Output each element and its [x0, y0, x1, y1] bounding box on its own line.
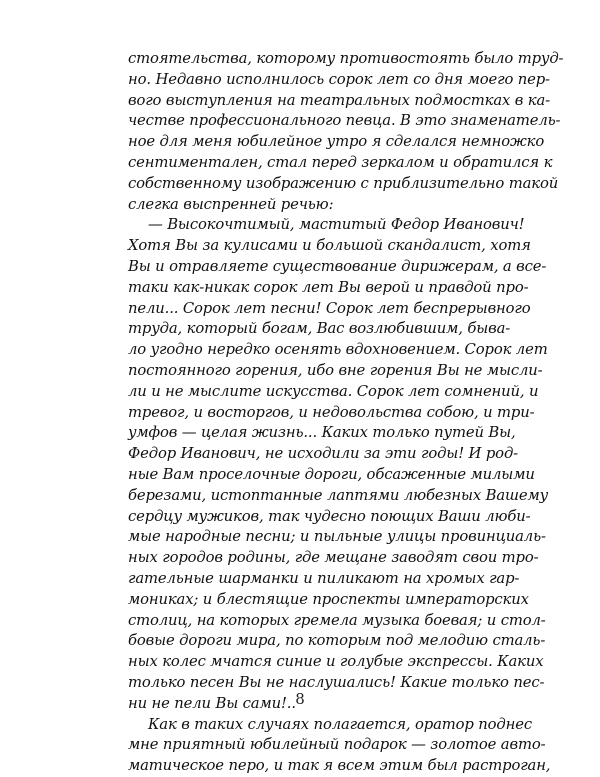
text-line: Хотя Вы за кулисами и большой скандалист, хотя — [128, 237, 531, 255]
text-line: мониках; и блестящие проспекты императорских — [128, 590, 529, 608]
text-line: ное для меня юбилейное утро я сделался немножко — [128, 133, 545, 151]
text-line: вого выступления на театральных подмостках в ка- — [128, 91, 550, 109]
text-line: мые народные песни; и пыльные улицы провинциаль- — [128, 528, 546, 546]
text-line: Федор Иванович, не исходили за эти годы! И род- — [128, 445, 519, 463]
text-line: тревог, и восторгов, и недовольства собою, и три- — [128, 403, 535, 421]
text-line: Вы и отравляете существование дирижерам, а все- — [128, 257, 547, 275]
text-line: ных городов родины, где мещане заводят свои тро- — [128, 549, 539, 567]
text-line: — Высокочтимый, маститый Федор Иванович! — [148, 216, 525, 234]
text-line: бовые дороги мира, по которым под мелодию сталь- — [128, 632, 546, 650]
paragraph — [128, 715, 551, 777]
text-line: матическое перо, и так я всем этим был растроган, — [128, 757, 551, 775]
text-line: собственному изображению с приблизительно такой — [128, 174, 559, 192]
text-line: мне приятный юбилейный подарок — золотое авто- — [128, 736, 546, 754]
text-line: но. Недавно исполнилось сорок лет со дня моего пер- — [128, 70, 550, 88]
text-line: столиц, на которых гремела музыка боевая; и стол- — [128, 611, 546, 629]
text-line: постоянного горения, ибо вне горения Вы не мысли- — [128, 361, 543, 379]
text-line: гательные шарманки и пиликают на хромых гар- — [128, 569, 520, 587]
text-line: сердцу мужиков, так чудесно поющих Ваши люби- — [128, 507, 531, 525]
text-line: стоятельства, которому противостоять было труд- — [128, 50, 564, 67]
text-line: умфов — целая жизнь... Каких только путей Вы, — [128, 424, 516, 442]
text-line: таки как-никак сорок лет Вы верой и правдой про- — [128, 278, 529, 296]
text-line: пели... Сорок лет песни! Сорок лет беспрерывного — [128, 299, 531, 317]
text-line: только песен Вы не наслушались! Какие только пес- — [128, 673, 545, 691]
paragraph — [128, 215, 549, 714]
text-line: ли и не мыслите искусства. Сорок лет сомнений, и — [128, 382, 539, 400]
text-line: труда, который богам, Вас возлюбившим, быва- — [128, 320, 511, 338]
paragraph — [128, 49, 564, 215]
text-line: ных колес мчатся синие и голубые экспрессы. Каких — [128, 653, 544, 671]
text-line: сентиментален, стал перед зеркалом и обратился к — [128, 153, 553, 171]
page-number: 8 — [295, 690, 305, 708]
text-line: слегка выспренней речью: — [128, 195, 334, 213]
text-line: ные Вам проселочные дороги, обсаженные милыми — [128, 465, 535, 483]
text-line: ло угодно нередко осенять вдохновением. Сорок лет — [128, 341, 548, 359]
text-line: честве профессионального певца. В это знаменатель- — [128, 112, 561, 130]
body-text — [128, 49, 564, 777]
text-line: Как в таких случаях полагается, оратор поднес — [148, 715, 532, 733]
text-line: березами, истоптанные лаптями любезных Вашему — [128, 486, 549, 504]
text-line: ни не пели Вы сами!.. — [128, 694, 296, 712]
